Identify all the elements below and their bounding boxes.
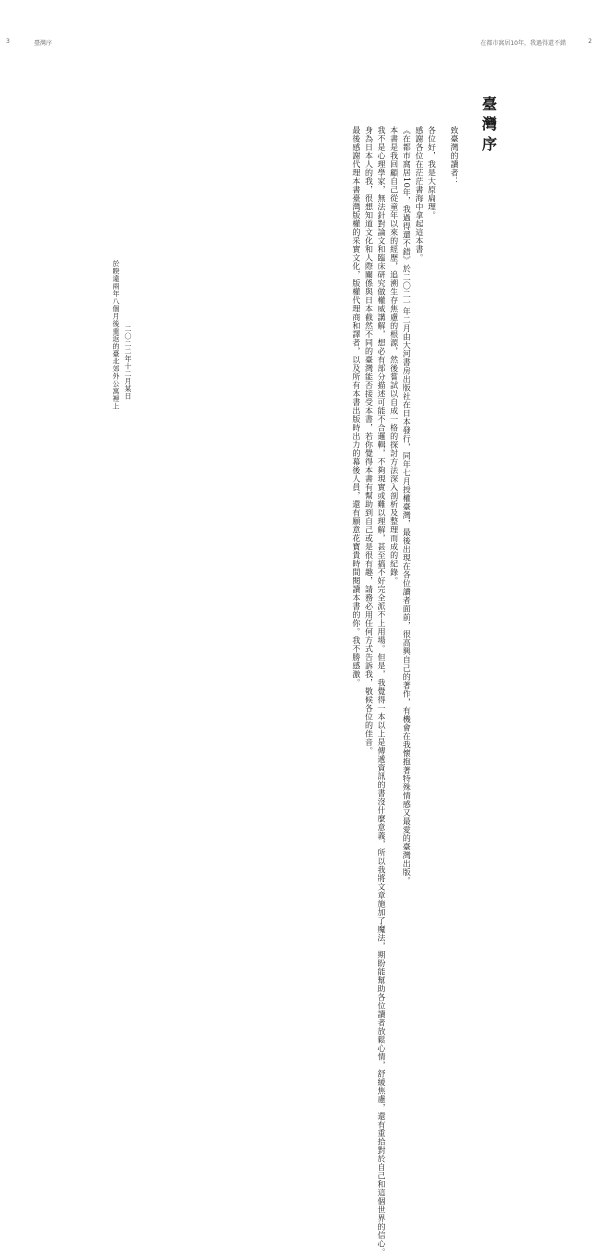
left-page-number: 3 [6, 38, 10, 45]
right-page-number: 2 [588, 38, 592, 45]
salutation: 致臺灣的讀者： [450, 126, 459, 186]
paragraph: 本書是我回顧自己從童年以來的經歷，追溯生存焦慮的根源，然後嘗試以自成一格的探討方法深入剖析及整理而成的紀錄。 [389, 126, 399, 585]
greeting: 各位好，我是大原扁理。 [427, 126, 437, 220]
left-running-title: 臺灣序 [34, 40, 53, 47]
right-running-title: 在都市窩居10年，我過得還不錯 [480, 40, 566, 47]
signature: 於睽違兩年八個月後重返的臺北郊外公寓裡上 [112, 260, 120, 410]
paragraph: 《在都市窩居10年，我過得還不錯》於二〇二一年二月由大河書房出版社在日本發行，同年七月授權臺灣，最後出現在各位讀者面前，很高興自己的著作，有機會在我懷抱著特殊情感又最愛的臺灣出版。 [402, 126, 412, 886]
paragraph: 身為日本人的我，很想知道文化和人際關係與日本截然不同的臺灣能否接受本書，若你覺得本書有幫助到自己或是很有趣，請務必用任何方式告訴我，敬候各位的佳音。 [364, 126, 374, 755]
signature-block [110, 260, 134, 410]
preface-title: 臺灣序 [480, 96, 498, 156]
paragraph: 我不是心理學家，無法針對論文和臨床研究做權威講解，想必有部分描述可能不合邏輯，不夠現實或難以理解，甚至搞不好完全派不上用場。但是，我覺得一本以上是傳遞資訊的書沒什麼意義，所以我將文章施加了魔法，期盼能幫助各位讀者放鬆心情，舒緩焦慮，還有重拾對於自己和這個世界的信心。 [377, 126, 387, 1257]
paragraph: 感謝各位在茫茫書海中拿起這本書。 [414, 126, 424, 262]
preface-body [220, 126, 460, 1257]
paragraph: 最後感謝代理本書臺灣版權的采實文化，版權代理商和譯者，以及所有本書出版時出力的幕後人員，還有願意花寶貴時間閱讀本書的你。我不勝感激。 [351, 126, 361, 687]
date: 二〇二二年十二月某日 [124, 325, 132, 400]
